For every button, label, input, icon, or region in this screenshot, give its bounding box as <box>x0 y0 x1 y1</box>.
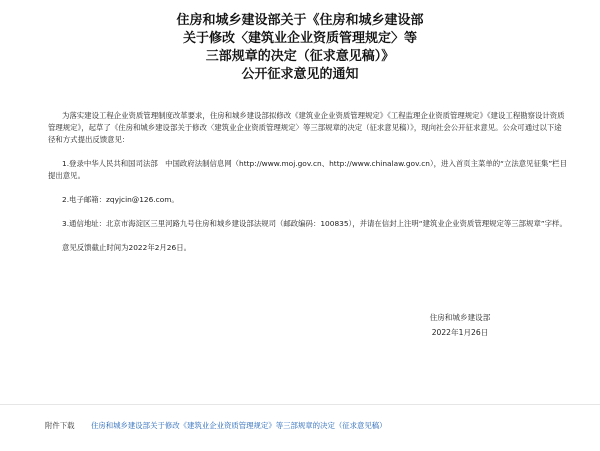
title-line-4: 公开征求意见的通知 <box>241 67 359 82</box>
channel-item-3: 3.通信地址：北京市海淀区三里河路九号住房和城乡建设部法规司（邮政编码：100835），并请在信封上注明“建筑业企业资质管理规定等三部规章”字样。 <box>62 219 567 228</box>
signature-org: 住房和城乡建设部 <box>429 313 491 322</box>
channel-item-2: 2.电子邮箱：zqyjcin@126.com。 <box>62 195 179 204</box>
attachment-row <box>45 421 387 431</box>
intro-paragraph: 为落实建设工程企业资质管理制度改革要求，住房和城乡建设部拟修改《建筑业企业资质管理规定》《工程监理企业资质管理规定》《建设工程勘察设计资质管理规定》，起草了《住房和城乡建设部关于修改〈建筑业企业资质管理规定〉等三部规章的决定（征求意见稿）》，现向社会公开征求意见。公众可通过以下途径和方式提出反馈意见： <box>48 111 565 144</box>
title-line-1: 住房和城乡建设部关于《住房和城乡建设部 <box>176 13 424 28</box>
title-line-3: 三部规章的决定（征求意见稿）》 <box>205 49 395 64</box>
channel-item-1: 1.登录中华人民共和国司法部 中国政府法制信息网（http://www.moj.gov.cn、http://www.chinalaw.gov.cn），进入首页主菜单的“立法意见征集”栏目提出意见。 <box>48 159 567 180</box>
attachment-download-link[interactable]: 住房和城乡建设部关于修改《建筑业企业资质管理规定》等三部规章的决定（征求意见稿） <box>90 421 387 430</box>
attachment-label: 附件下载 <box>45 421 75 430</box>
page-title <box>0 12 600 84</box>
notice-body <box>48 110 568 254</box>
title-line-2: 关于修改〈建筑业企业资质管理规定〉等 <box>182 31 417 46</box>
divider <box>0 404 600 405</box>
signature-date: 2022年1月26日 <box>431 328 489 337</box>
signature-block <box>400 310 520 340</box>
deadline-paragraph: 意见反馈截止时间为2022年2月26日。 <box>62 243 191 252</box>
